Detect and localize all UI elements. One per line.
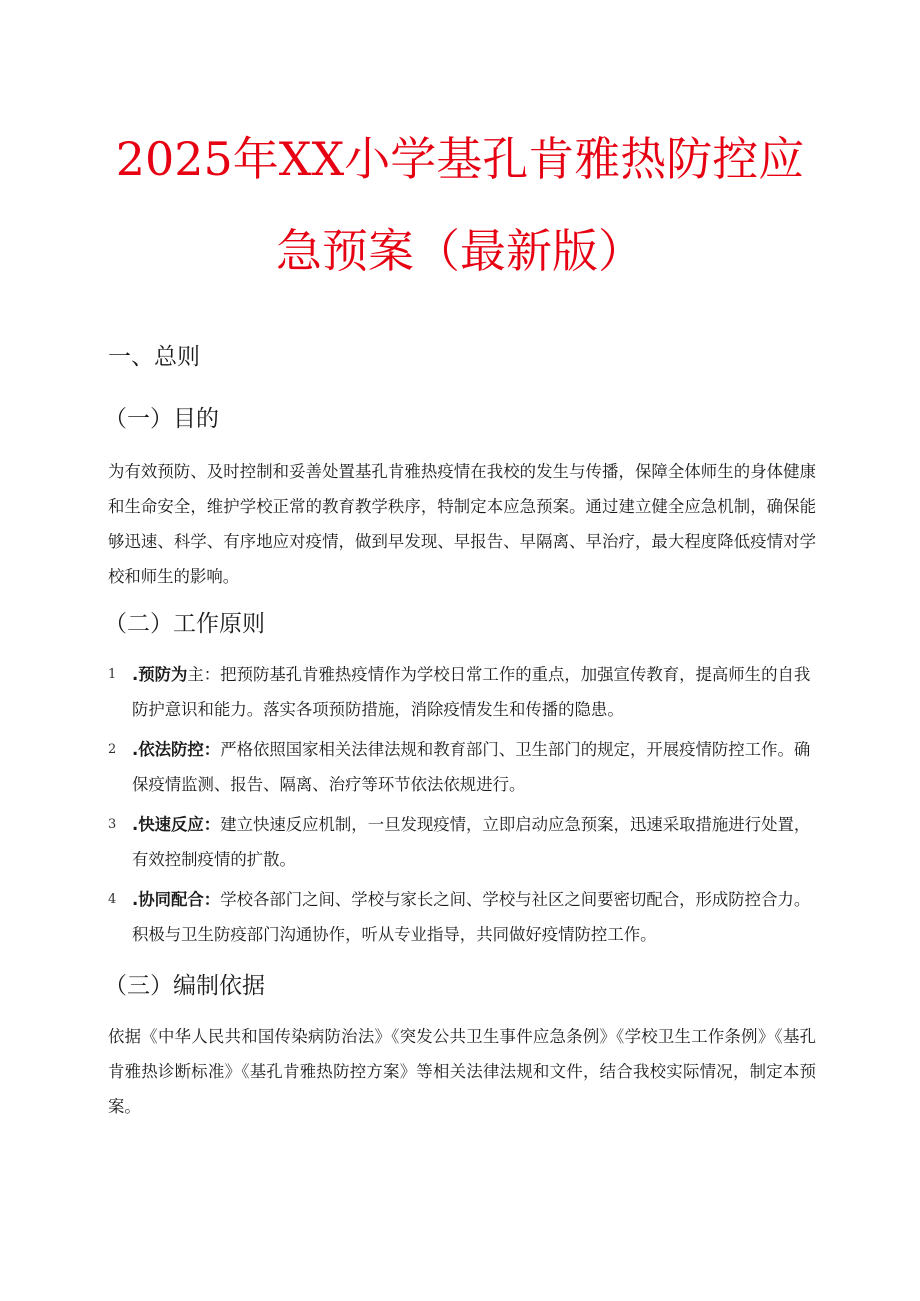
list-item-number: 3 <box>108 817 117 832</box>
list-item-term: .依法防控： <box>132 740 221 759</box>
list-item-number: 2 <box>108 742 117 757</box>
list-item <box>108 807 820 877</box>
purpose-paragraph: 为有效预防、及时控制和妥善处置基孔肯雅热疫情在我校的发生与传播，保障全体师生的身体健康和生命安全，维护学校正常的教育教学秩序，特制定本应急预案。通过建立健全应急机制，确保能够迅速、科学、有序地应对疫情，做到早发现、早报告、早隔离、早治疗，最大程度降低疫情对学校和师生的影响。 <box>108 462 816 586</box>
list-item-term: .预防为 <box>132 665 188 684</box>
list-item-text: 严格依照国家相关法律法规和教育部门、卫生部门的规定，开展疫情防控工作。确保疫情监测、报告、隔离、治疗等环节依法依规进行。 <box>132 740 811 794</box>
subsection-heading-principles: （二）工作原则 <box>104 611 265 637</box>
list-item-number: 4 <box>108 892 117 907</box>
principles-list <box>108 657 820 957</box>
list-item <box>108 882 820 952</box>
document-title-line-2: 急预案（最新版） <box>276 224 644 278</box>
list-item <box>108 732 820 802</box>
document-title-line-1: 2025年XX小学基孔肯雅热防控应 <box>115 132 805 186</box>
basis-paragraph: 依据《中华人民共和国传染病防治法》《突发公共卫生事件应急条例》《学校卫生工作条例》《基孔肯雅热诊断标准》《基孔肯雅热防控方案》等相关法律法规和文件，结合我校实际情况，制定本预案。 <box>108 1027 816 1116</box>
section-heading-general: 一、总则 <box>108 344 200 370</box>
subsection-heading-basis: （三）编制依据 <box>104 973 265 999</box>
list-item-term: .协同配合： <box>132 890 221 909</box>
list-item-text: 主：把预防基孔肯雅热疫情作为学校日常工作的重点，加强宣传教育，提高师生的自我防护意识和能力。落实各项预防措施，消除疫情发生和传播的隐患。 <box>132 665 811 719</box>
list-item-text: 建立快速反应机制，一旦发现疫情，立即启动应急预案，迅速采取措施进行处置，有效控制疫情的扩散。 <box>132 815 811 869</box>
list-item <box>108 657 820 727</box>
list-item-text: 学校各部门之间、学校与家长之间、学校与社区之间要密切配合，形成防控合力。积极与卫生防疫部门沟通协作，听从专业指导，共同做好疫情防控工作。 <box>132 890 811 944</box>
list-item-number: 1 <box>108 667 117 682</box>
subsection-heading-purpose: （一）目的 <box>104 406 219 432</box>
list-item-term: .快速反应： <box>132 815 221 834</box>
